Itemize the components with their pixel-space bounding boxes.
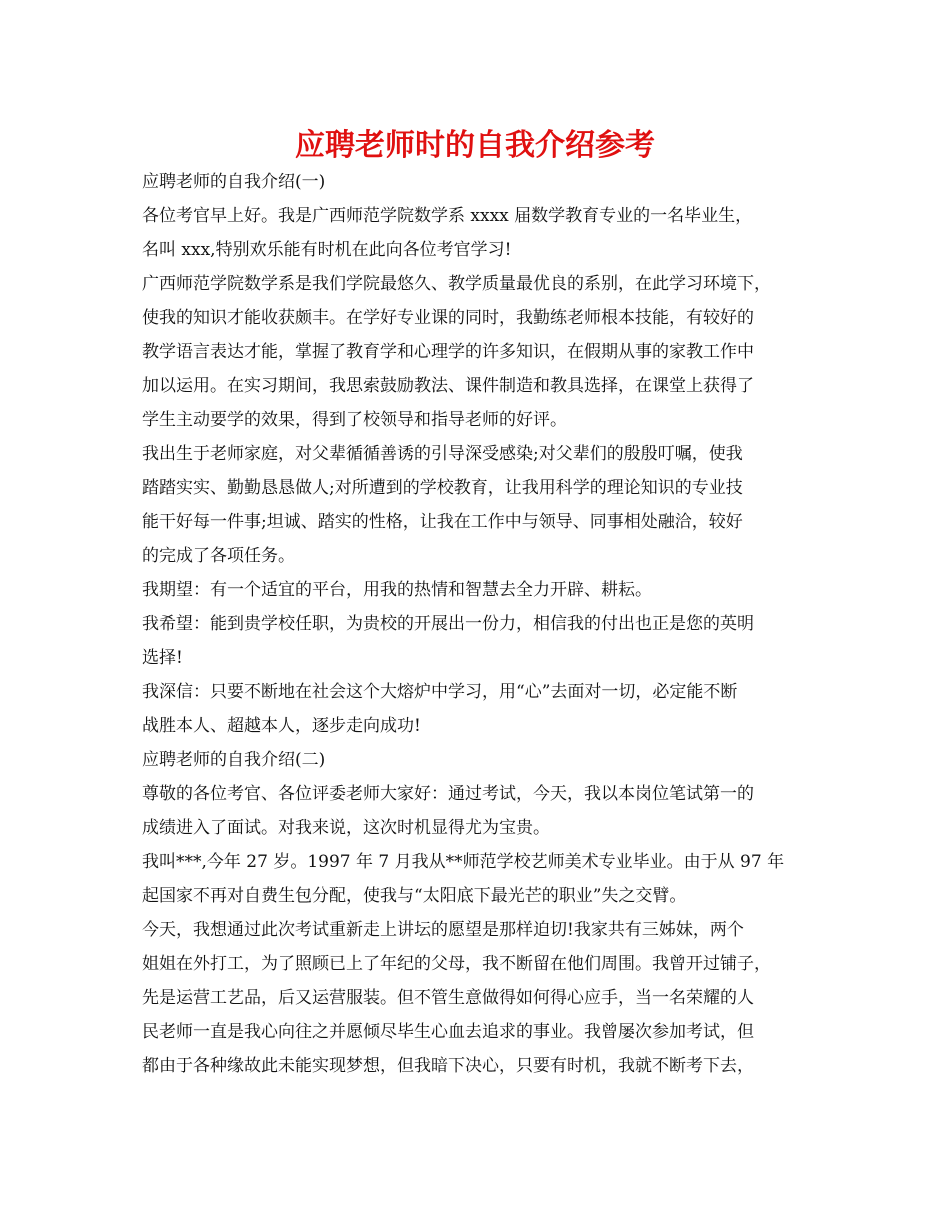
paragraph-line: 加以运用。在实习期间，我思索鼓励教法、课件制造和教具选择，在课堂上获得了 [142,376,754,396]
paragraph-line: 选择! [142,648,183,668]
paragraph-line: 各位考官早上好。我是广西师范学院数学系 xxxx 届数学教育专业的一名毕业生， [142,206,753,226]
paragraph-line: 我希望：能到贵学校任职，为贵校的开展出一份力，相信我的付出也正是您的英明 [142,614,754,634]
paragraph-line: 的完成了各项任务。 [142,546,295,566]
paragraph-line: 广西师范学院数学系是我们学院最悠久、教学质量最优良的系别，在此学习环境下， [142,274,771,294]
paragraph-line: 使我的知识才能收获颇丰。在学好专业课的同时，我勤练老师根本技能，有较好的 [142,308,754,328]
paragraph-line: 我深信：只要不断地在社会这个大熔炉中学习，用“心”去面对一切，必定能不断 [142,682,738,702]
paragraph-line: 我出生于老师家庭，对父辈循循善诱的引导深受感染;对父辈们的殷殷叮嘱，使我 [142,444,743,464]
paragraph-line: 战胜本人、超越本人，逐步走向成功! [142,716,421,736]
paragraph-line: 我叫***,今年 27 岁。1997 年 7 月我从**师范学校艺师美术专业毕业。由于从 97 年 [142,852,785,872]
paragraph-line: 起国家不再对自费生包分配，使我与“太阳底下最光芒的职业”失之交臂。 [142,886,687,906]
section-heading-2: 应聘老师的自我介绍(二) [142,750,326,770]
section-heading-1: 应聘老师的自我介绍(一) [142,172,326,192]
paragraph-line: 民老师一直是我心向往之并愿倾尽毕生心血去追求的事业。我曾屡次参加考试，但 [142,1022,754,1042]
paragraph-line: 名叫 xxx,特别欢乐能有时机在此向各位考官学习! [142,240,512,260]
document-title: 应聘老师时的自我介绍参考 [295,128,655,163]
paragraph-line: 能干好每一件事;坦诚、踏实的性格，让我在工作中与领导、同事相处融洽，较好 [142,512,743,532]
paragraph-line: 成绩进入了面试。对我来说，这次时机显得尤为宝贵。 [142,818,550,838]
paragraph-line: 先是运营工艺品，后又运营服装。但不管生意做得如何得心应手，当一名荣耀的人 [142,988,754,1008]
paragraph-line: 尊敬的各位考官、各位评委老师大家好：通过考试，今天，我以本岗位笔试第一的 [142,784,754,804]
paragraph-line: 教学语言表达才能，掌握了教育学和心理学的许多知识，在假期从事的家教工作中 [142,342,754,362]
paragraph-line: 姐姐在外打工，为了照顾已上了年纪的父母，我不断留在他们周围。我曾开过铺子， [142,954,771,974]
paragraph-line: 踏踏实实、勤勤恳恳做人;对所遭到的学校教育，让我用科学的理论知识的专业技 [142,478,743,498]
paragraph-line: 今天，我想通过此次考试重新走上讲坛的愿望是那样迫切!我家共有三姊妹，两个 [142,920,744,940]
paragraph-line: 都由于各种缘故此未能实现梦想，但我暗下决心，只要有时机，我就不断考下去， [142,1056,754,1076]
paragraph-line: 我期望：有一个适宜的平台，用我的热情和智慧去全力开辟、耕耘。 [142,580,652,600]
paragraph-line: 学生主动要学的效果，得到了校领导和指导老师的好评。 [142,410,567,430]
